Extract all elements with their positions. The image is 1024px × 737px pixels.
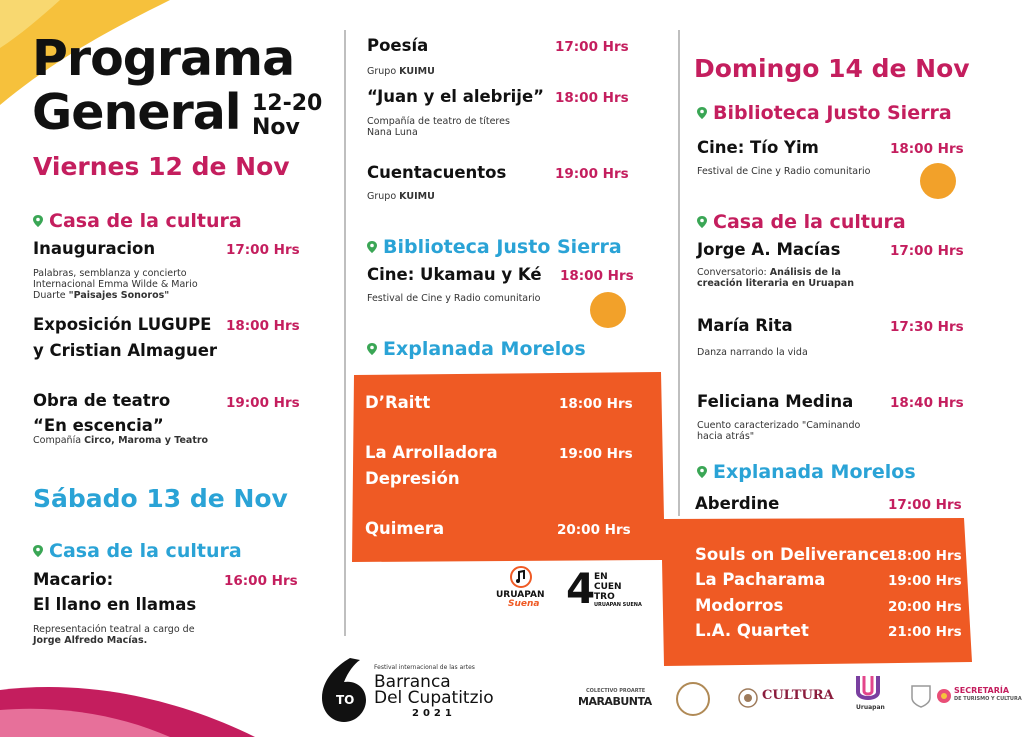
bottom-wave-decoration	[0, 670, 260, 737]
event-title: Cuentacuentos	[367, 163, 507, 182]
venue-heading	[697, 461, 916, 483]
venue-label: Casa de la cultura	[49, 540, 242, 562]
event-description	[697, 267, 867, 289]
venue-label: Explanada Morelos	[713, 461, 916, 483]
location-pin-icon	[367, 343, 377, 355]
event-title: Poesía	[367, 36, 429, 55]
event-title: La Arrolladora	[365, 443, 498, 462]
coat-of-arms-icon	[738, 688, 758, 708]
logo-text: TRO	[594, 592, 615, 602]
event-time: 18:00 Hrs	[890, 141, 964, 157]
location-pin-icon	[33, 215, 43, 227]
event-time: 19:00 Hrs	[226, 395, 300, 411]
date-range-line2: Nov	[252, 115, 300, 140]
event-description	[367, 116, 547, 138]
venue-label: Casa de la cultura	[713, 211, 906, 233]
event-title: Modorros	[695, 596, 784, 615]
date-range-line1: 12-20	[252, 91, 323, 116]
logo-text: CUEN	[594, 582, 622, 592]
event-description: Danza narrando la vida	[697, 347, 808, 358]
festival-six-emblem-icon	[316, 656, 372, 724]
star-flower-icon	[936, 688, 952, 704]
film-festival-badge-icon	[920, 163, 956, 199]
event-time: 18:00 Hrs	[226, 318, 300, 334]
venue-heading	[33, 540, 242, 562]
event-description-bold: Jorge Alfredo Macías.	[33, 635, 148, 646]
event-time: 17:00 Hrs	[226, 242, 300, 258]
event-description-text: Palabras, semblanza y concierto Internacional Emma Wilde & Mario Duarte	[33, 268, 198, 301]
column-divider-left	[344, 30, 346, 636]
event-title: D’Raitt	[365, 393, 431, 412]
venue-heading	[697, 102, 952, 124]
event-title: Exposición LUGUPE	[33, 315, 212, 334]
uruapan-suena-logo	[496, 566, 546, 612]
festival-tagline: Festival internacional de las artes	[374, 664, 475, 671]
encuentro-logo	[566, 564, 642, 613]
event-title: Jorge A. Macías	[697, 240, 841, 259]
event-title-line2: y Cristian Almaguer	[33, 341, 218, 360]
event-time: 18:40 Hrs	[890, 395, 964, 411]
event-description-text: Compañía	[33, 435, 82, 446]
event-time: 17:30 Hrs	[890, 319, 964, 335]
location-pin-icon	[697, 466, 707, 478]
day-heading-sunday: Domingo 14 de Nov	[694, 54, 970, 83]
event-title: Cine: Tío Yim	[697, 138, 819, 157]
marabunta-logo	[578, 688, 650, 712]
event-title: Obra de teatro	[33, 391, 171, 410]
cultura-logo	[738, 686, 834, 710]
festival-name-line2: Del Cupatitzio	[374, 688, 494, 708]
logo-text-small: COLECTIVO PROARTE	[586, 688, 646, 694]
uruapan-u-icon	[856, 674, 880, 704]
event-time: 18:00 Hrs	[555, 90, 629, 106]
event-time: 16:00 Hrs	[224, 573, 298, 589]
logo-text: Uruapan	[856, 704, 885, 711]
logo-text-script: Suena	[508, 599, 540, 609]
event-title-line2: El llano en llamas	[33, 595, 197, 614]
day-heading-friday: Viernes 12 de Nov	[33, 152, 290, 181]
event-description	[697, 420, 877, 442]
event-title: “Juan y el alebrije”	[367, 87, 544, 106]
logo-number: 4	[566, 564, 596, 613]
event-description: Festival de Cine y Radio comunitario	[697, 166, 871, 177]
event-title: Souls on Deliverance	[695, 545, 891, 564]
event-description-text: Cuento caracterizado "Caminando hacia atrás"	[697, 420, 861, 442]
festival-emblem-text: TO	[336, 693, 355, 707]
event-time: 21:00 Hrs	[888, 624, 962, 640]
event-title: Quimera	[365, 519, 445, 538]
state-shield-icon	[910, 684, 932, 708]
logo-text: CULTURA	[762, 688, 834, 703]
location-pin-icon	[697, 107, 707, 119]
logo-text: MARABUNTA	[578, 695, 652, 708]
event-description-bold: "Paisajes Sonoros"	[68, 290, 170, 301]
uruapan-u-logo	[856, 674, 884, 714]
festival-year: 2021	[412, 708, 456, 719]
venue-heading	[33, 210, 242, 232]
event-description	[33, 624, 233, 646]
event-description	[367, 66, 435, 77]
event-description-text: Grupo	[367, 191, 397, 202]
event-description-bold: Circo, Maroma y Teatro	[84, 435, 209, 446]
film-festival-badge-icon	[590, 292, 626, 328]
venue-label: Biblioteca Justo Sierra	[383, 236, 622, 258]
day-heading-saturday: Sábado 13 de Nov	[33, 484, 288, 513]
location-pin-icon	[33, 545, 43, 557]
event-time: 17:00 Hrs	[890, 243, 964, 259]
event-title: Feliciana Medina	[697, 392, 854, 411]
event-time: 19:00 Hrs	[888, 573, 962, 589]
event-description	[367, 191, 435, 202]
event-description-text-line2: Nana Luna	[367, 127, 418, 138]
logo-text: SECRETARÍA	[954, 686, 1010, 695]
event-time: 19:00 Hrs	[555, 166, 629, 182]
event-description	[33, 268, 223, 301]
event-time: 20:00 Hrs	[557, 522, 631, 538]
poster-title-line2: General	[32, 84, 241, 141]
event-description-bold: KUIMU	[399, 191, 435, 202]
event-description-text: Grupo	[367, 66, 397, 77]
event-description	[33, 435, 233, 446]
event-description-text: Representación teatral a cargo de	[33, 624, 195, 635]
event-description-bold: KUIMU	[399, 66, 435, 77]
venue-heading	[367, 236, 622, 258]
event-title: Aberdine	[695, 494, 780, 513]
event-time: 19:00 Hrs	[559, 446, 633, 462]
venue-label: Biblioteca Justo Sierra	[713, 102, 952, 124]
event-description-bold: Análisis de la creación literaria en Uruapan	[697, 267, 854, 289]
event-time: 17:00 Hrs	[888, 497, 962, 513]
event-time: 18:00 Hrs	[559, 396, 633, 412]
logo-text: EN	[594, 572, 608, 582]
venue-heading	[697, 211, 906, 233]
event-time: 18:00 Hrs	[560, 268, 634, 284]
event-title: L.A. Quartet	[695, 621, 809, 640]
venue-heading	[367, 338, 586, 360]
music-note-icon	[510, 566, 532, 588]
secretaria-logo	[910, 684, 1022, 714]
event-title-line2: Depresión	[365, 469, 460, 488]
festival-logo	[316, 656, 516, 726]
date-range	[252, 92, 322, 140]
venue-label: Casa de la cultura	[49, 210, 242, 232]
location-pin-icon	[367, 241, 377, 253]
venue-label: Explanada Morelos	[383, 338, 586, 360]
event-description: Festival de Cine y Radio comunitario	[367, 293, 541, 304]
seal-logo	[676, 682, 710, 716]
poster-title-line1: Programa	[32, 30, 295, 87]
event-title: Cine: Ukamau y Ké	[367, 265, 542, 284]
event-title-line2: “En escencia”	[33, 416, 164, 435]
event-time: 18:00 Hrs	[888, 548, 962, 564]
logo-text: URUAPAN SUENA	[594, 602, 642, 608]
festival-name-line1: Barranca	[374, 672, 451, 692]
event-title: María Rita	[697, 316, 793, 335]
event-description-text: Compañía de teatro de títeres	[367, 116, 510, 127]
logo-text: URUAPAN	[496, 590, 545, 600]
event-time: 20:00 Hrs	[888, 599, 962, 615]
event-description-text: Conversatorio:	[697, 267, 767, 278]
logo-text: DE TURISMO Y CULTURA	[954, 696, 1022, 702]
event-title: La Pacharama	[695, 570, 826, 589]
highlight-block	[352, 372, 974, 668]
location-pin-icon	[697, 216, 707, 228]
event-title: Macario:	[33, 570, 114, 589]
event-time: 17:00 Hrs	[555, 39, 629, 55]
event-title: Inauguracion	[33, 239, 156, 258]
